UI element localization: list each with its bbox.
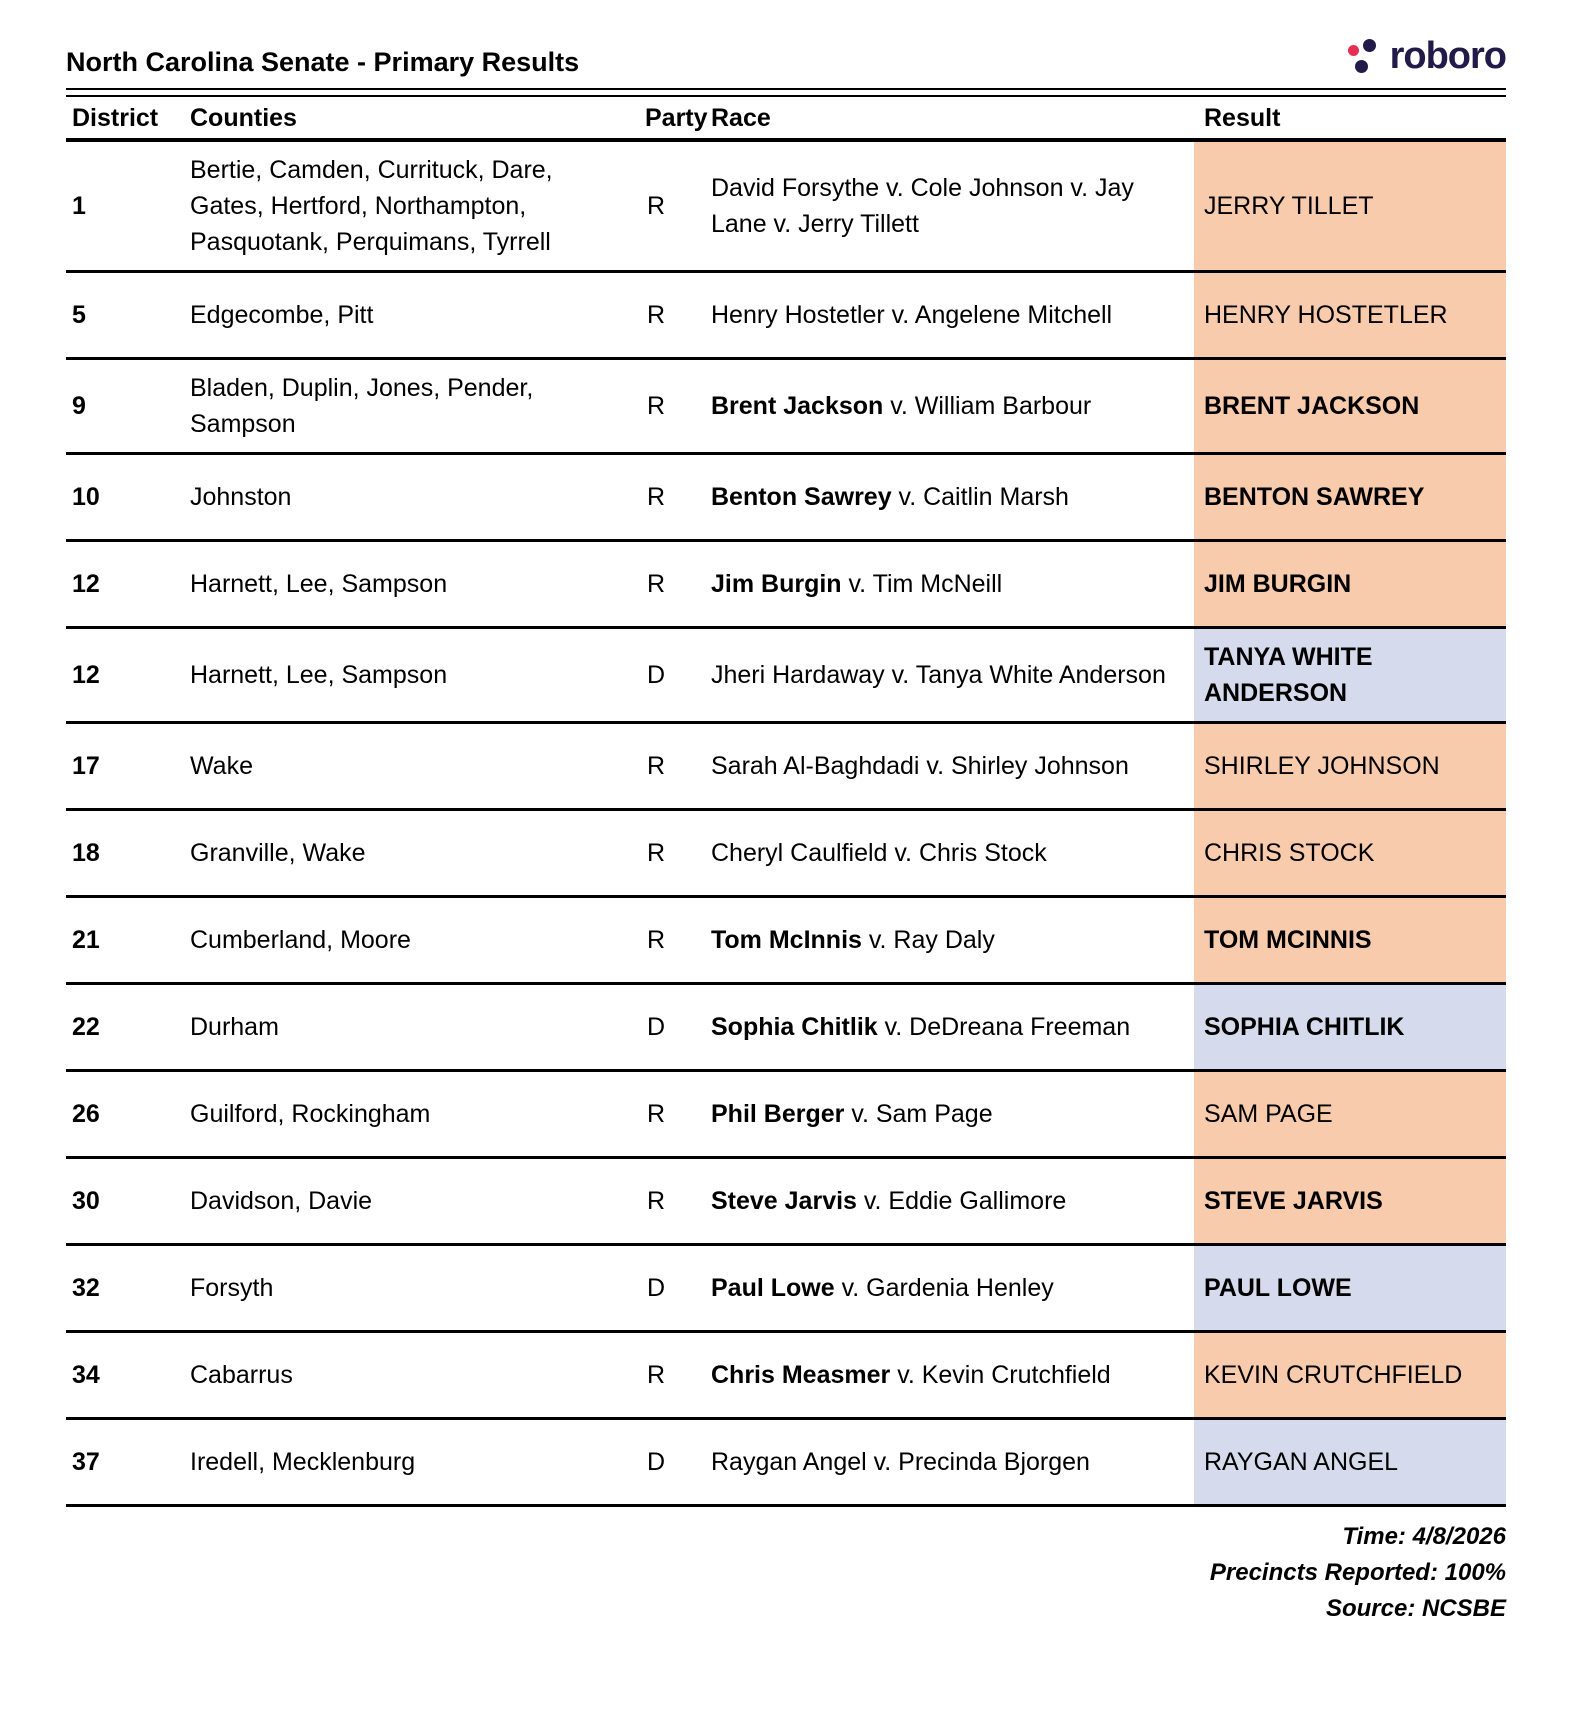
race-cell <box>711 542 1194 626</box>
race-cell <box>711 724 1194 808</box>
table-row <box>66 1246 1506 1333</box>
counties-cell: Johnston <box>190 483 292 511</box>
party-cell: D <box>647 661 666 689</box>
race-text: v. Gardenia Henley <box>834 1274 1054 1302</box>
results-table <box>66 97 1506 1507</box>
party-cell: R <box>647 1187 666 1215</box>
race-candidate-emphasis: Brent Jackson <box>711 392 884 420</box>
party-cell: R <box>647 1100 666 1128</box>
race-text: Jheri Hardaway v. Tanya White Anderson <box>711 661 1166 689</box>
table-row <box>66 1420 1506 1507</box>
table-row <box>66 542 1506 629</box>
race-candidate-emphasis: Tom McInnis <box>711 926 862 954</box>
result-winner-name: CHRIS STOCK <box>1204 839 1375 867</box>
column-header-race: Race <box>711 104 771 132</box>
district-cell: 32 <box>72 1274 100 1302</box>
race-text: v. DeDreana Freeman <box>877 1013 1131 1041</box>
race-text: Raygan Angel v. Precinda Bjorgen <box>711 1448 1090 1476</box>
race-cell <box>711 455 1194 539</box>
result-winner-name: PAUL LOWE <box>1204 1274 1352 1302</box>
page-title: North Carolina Senate - Primary Results <box>66 47 580 78</box>
result-cell <box>1194 360 1506 452</box>
logo-dot-bottom <box>1355 60 1368 73</box>
race-cell <box>711 1420 1194 1504</box>
table-header-row <box>66 97 1506 142</box>
counties-cell: Granville, Wake <box>190 839 366 867</box>
counties-cell: Wake <box>190 752 253 780</box>
result-cell <box>1194 142 1506 270</box>
result-cell <box>1194 1159 1506 1243</box>
result-winner-name: HENRY HOSTETLER <box>1204 301 1448 329</box>
column-header-district: District <box>72 104 159 132</box>
result-cell <box>1194 1333 1506 1417</box>
result-winner-name: SAM PAGE <box>1204 1100 1333 1128</box>
race-candidate-emphasis: Jim Burgin <box>711 570 842 598</box>
district-cell: 18 <box>72 839 100 867</box>
race-candidate-emphasis: Sophia Chitlik <box>711 1013 878 1041</box>
counties-cell: Bladen, Duplin, Jones, Pender, Sampson <box>190 374 534 438</box>
party-cell: R <box>647 392 666 420</box>
district-cell: 37 <box>72 1448 100 1476</box>
table-row <box>66 724 1506 811</box>
party-cell: R <box>647 483 666 511</box>
race-cell <box>711 811 1194 895</box>
counties-cell: Durham <box>190 1013 279 1041</box>
race-text: v. Eddie Gallimore <box>856 1187 1067 1215</box>
masthead <box>66 36 1506 82</box>
result-winner-name: SOPHIA CHITLIK <box>1204 1013 1405 1041</box>
race-cell <box>711 985 1194 1069</box>
race-candidate-emphasis: Chris Measmer <box>711 1361 891 1389</box>
district-cell: 1 <box>72 192 86 220</box>
counties-cell: Cumberland, Moore <box>190 926 411 954</box>
column-header-result: Result <box>1204 104 1281 132</box>
result-cell <box>1194 629 1506 721</box>
party-cell: R <box>647 301 666 329</box>
table-row <box>66 811 1506 898</box>
district-cell: 5 <box>72 301 86 329</box>
race-text: v. Sam Page <box>844 1100 993 1128</box>
result-winner-name: KEVIN CRUTCHFIELD <box>1204 1361 1463 1389</box>
race-text: v. Caitlin Marsh <box>891 483 1069 511</box>
party-cell: R <box>647 1361 666 1389</box>
result-cell <box>1194 455 1506 539</box>
result-winner-name: TOM MCINNIS <box>1204 926 1372 954</box>
party-cell: R <box>647 926 666 954</box>
race-cell <box>711 1246 1194 1330</box>
district-cell: 17 <box>72 752 100 780</box>
result-cell <box>1194 1072 1506 1156</box>
race-text: v. William Barbour <box>883 392 1092 420</box>
district-cell: 21 <box>72 926 100 954</box>
report-footer <box>66 1519 1506 1627</box>
result-winner-name: BENTON SAWREY <box>1204 483 1425 511</box>
race-cell <box>711 1159 1194 1243</box>
party-cell: R <box>647 192 666 220</box>
table-row <box>66 1159 1506 1246</box>
roboro-logo-icon <box>1348 36 1380 76</box>
result-cell <box>1194 985 1506 1069</box>
race-text: v. Tim McNeill <box>841 570 1003 598</box>
race-cell <box>711 629 1194 721</box>
result-winner-name: BRENT JACKSON <box>1204 392 1420 420</box>
counties-cell: Forsyth <box>190 1274 274 1302</box>
district-cell: 10 <box>72 483 100 511</box>
table-row <box>66 455 1506 542</box>
result-winner-name: SHIRLEY JOHNSON <box>1204 752 1440 780</box>
table-row <box>66 985 1506 1072</box>
party-cell: D <box>647 1448 666 1476</box>
race-candidate-emphasis: Paul Lowe <box>711 1274 835 1302</box>
table-body <box>66 142 1506 1507</box>
counties-cell: Davidson, Davie <box>190 1187 373 1215</box>
district-cell: 9 <box>72 392 86 420</box>
race-cell <box>711 360 1194 452</box>
result-winner-name: RAYGAN ANGEL <box>1204 1448 1399 1476</box>
footer-source: Source: NCSBE <box>1325 1595 1506 1622</box>
race-text: Cheryl Caulfield v. Chris Stock <box>711 839 1047 867</box>
table-row <box>66 273 1506 360</box>
roboro-logo <box>1348 36 1506 82</box>
race-cell <box>711 142 1194 270</box>
counties-cell: Edgecombe, Pitt <box>190 301 374 329</box>
race-candidate-emphasis: Benton Sawrey <box>711 483 892 511</box>
race-candidate-emphasis: Phil Berger <box>711 1100 845 1128</box>
logo-dot-top <box>1363 39 1376 52</box>
table-row <box>66 1333 1506 1420</box>
counties-cell: Harnett, Lee, Sampson <box>190 570 448 598</box>
party-cell: D <box>647 1013 666 1041</box>
result-winner-name: STEVE JARVIS <box>1204 1187 1383 1215</box>
race-text: Henry Hostetler v. Angelene Mitchell <box>711 301 1113 329</box>
race-text: Sarah Al-Baghdadi v. Shirley Johnson <box>711 752 1129 780</box>
logo-dot-red <box>1348 45 1359 56</box>
result-cell <box>1194 898 1506 982</box>
district-cell: 12 <box>72 570 100 598</box>
roboro-logo-text: roboro <box>1389 35 1506 77</box>
district-cell: 22 <box>72 1013 100 1041</box>
race-cell <box>711 1072 1194 1156</box>
result-winner-name: JIM BURGIN <box>1204 570 1352 598</box>
result-winner-name: JERRY TILLET <box>1204 192 1374 220</box>
footer-precincts: Precincts Reported: 100% <box>1209 1559 1506 1586</box>
result-cell <box>1194 724 1506 808</box>
party-cell: D <box>647 1274 666 1302</box>
race-cell <box>711 273 1194 357</box>
column-header-party: Party <box>645 104 708 132</box>
result-cell <box>1194 542 1506 626</box>
race-text: v. Kevin Crutchfield <box>890 1361 1111 1389</box>
counties-cell: Guilford, Rockingham <box>190 1100 431 1128</box>
race-text: v. Ray Daly <box>861 926 995 954</box>
district-cell: 30 <box>72 1187 100 1215</box>
counties-cell: Iredell, Mecklenburg <box>190 1448 416 1476</box>
race-text: David Forsythe v. Cole Johnson v. Jay Lane v. Jerry Tillett <box>711 174 1134 238</box>
counties-cell: Cabarrus <box>190 1361 293 1389</box>
footer-time: Time: 4/8/2026 <box>1342 1523 1506 1550</box>
district-cell: 12 <box>72 661 100 689</box>
district-cell: 26 <box>72 1100 100 1128</box>
party-cell: R <box>647 752 666 780</box>
party-cell: R <box>647 839 666 867</box>
counties-cell: Bertie, Camden, Currituck, Dare, Gates, Hertford, Northampton, Pasquotank, Perquimans, Tyrrell <box>190 156 553 256</box>
result-cell <box>1194 1246 1506 1330</box>
counties-cell: Harnett, Lee, Sampson <box>190 661 448 689</box>
party-cell: R <box>647 570 666 598</box>
district-cell: 34 <box>72 1361 100 1389</box>
race-cell <box>711 898 1194 982</box>
result-cell <box>1194 1420 1506 1504</box>
table-row <box>66 629 1506 724</box>
column-header-counties: Counties <box>190 104 297 132</box>
table-row <box>66 1072 1506 1159</box>
race-cell <box>711 1333 1194 1417</box>
table-row <box>66 142 1506 273</box>
race-candidate-emphasis: Steve Jarvis <box>711 1187 857 1215</box>
table-row <box>66 360 1506 455</box>
result-cell <box>1194 273 1506 357</box>
title-divider <box>66 88 1506 97</box>
table-row <box>66 898 1506 985</box>
result-winner-name: TANYA WHITE ANDERSON <box>1204 643 1373 707</box>
result-cell <box>1194 811 1506 895</box>
